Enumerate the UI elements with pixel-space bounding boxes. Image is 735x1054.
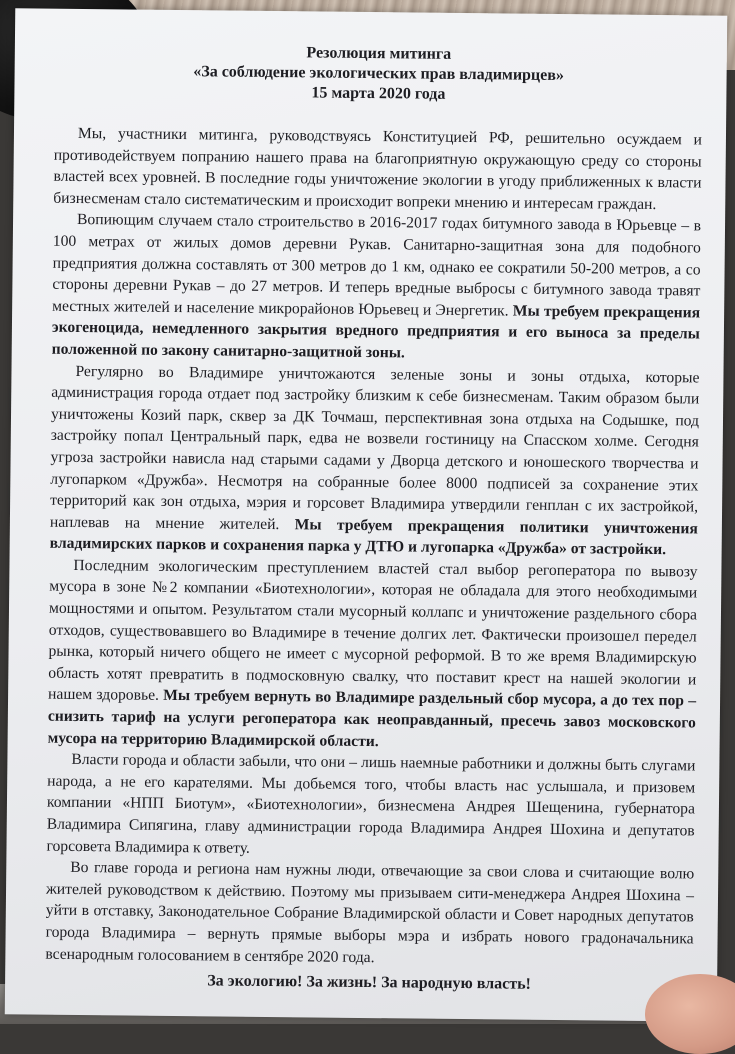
paragraph-demand: Мы требуем прекращения политики уничтожения владимирских парков и сохранения парка у ДТЮ и лугопарка «Дружба» от застройки. <box>50 516 698 558</box>
paragraph-5 <box>46 749 695 864</box>
paragraph-text: Вопиющим случаем стало строительство в 2016-2017 годах битумного завода в Юрьевце – в 100 метрах от жилых домов деревни Рукав. Санитарно-защитная зона для подобного предприятия должна составлять от 300 метров до 1 км, однако ее сократили 50-200 метров, а со стороны деревни Рукав – до 27 метров. И теперь вредные выбросы с битумного завода травят местных жителей и население микрорайонов Юрьевец и Энергетик. <box>52 211 701 319</box>
paragraph-text: Мы, участники митинга, руководствуясь Конституцией РФ, решительно осуждаем и противодействуем попранию нашего права на благоприятную окружающую среду со стороны властей всех уровней. В последние годы уничтожение экологии в угоду приближенных к власти бизнесменам стало систематическим и происходит вопреки мнению и интересам граждан. <box>53 125 702 213</box>
paragraph-6 <box>45 857 694 972</box>
paragraph-text: Во главе города и региона нам нужны люди, отвечающие за свои слова и считающие волю жителей руководством к действию. Поэтому мы призываем сити-менеджера Андрея Шохина – уйти в отставку, Законодательное Собрание Владимирской области и Совет народных депутатов города Владимира – вернуть прямые выборы мэра и избрать нового градоначальника всенародным голосованием в сентябре 2020 года. <box>45 859 694 966</box>
holding-thumb <box>645 974 735 1054</box>
paragraph-text: Регулярно во Владимире уничтожаются зеленые зоны и зоны отдыха, которые администрация города отдает под застройку близким к себе бизнесменам. Таким образом были уничтожены Козий парк, сквер за ДК Точмаш, перспективная зона отдыха на Содышке, под застройку попал Центральный парк, едва не возвели гостиницу на Спасском холме. Сегодня угроза застройки нависла над старыми садами у Дворца детского и юношеского творчества и лугопарком «Дружба». Несмотря на собранные более 8000 подписей за сохранение этих территорий как зон отдыха, мэрия и горсовет Владимира утвердили генплан с их застройкой, наплевав на мнение жителей. <box>50 362 700 532</box>
paragraph-2 <box>52 209 702 367</box>
resolution-document <box>45 41 703 997</box>
paragraph-text: Последним экологическим преступлением властей стал выбор регоператора по вывозу мусора в зоне №2 компании «Биотехнологии», которая не обладала для этого необходимыми мощностями и опытом. Результатом стали мусорный коллапс и уничтожение раздельного сбора отходов, существовавшего во Владимире в течение долгих лет. Фактически произошел передел рынка, который ничего общего не имеет с мусорной реформой. В то же время Владимирскую область хотят превратить в подмосковную свалку, что поставит крест на нашей экологии и нашем здоровье. <box>48 557 697 705</box>
document-date: 15 марта 2020 года <box>54 81 702 108</box>
paragraph-demand: Мы требуем вернуть во Владимире раздельный сбор мусора, а до тех пор – снизить тариф на услуги регоператора как неоправданный, пресечь завоз московского мусора на территорию Владимирской области. <box>48 687 697 749</box>
title-block <box>54 41 703 108</box>
paragraph-3 <box>50 360 700 561</box>
paragraph-text: Власти города и области забыли, что они – лишь наемные работники и должны быть слугами народа, а не его карателями. Мы добьемся того, чтобы власть нас услышала, и призовем компании «НПП Биотум», «Биотехнологии», бизнесмена Андрея Шещенина, губернатора Владимира Сипягина, главу администрации города Владимира Андрея Шохина и депутатов горсовета Владимира к ответу. <box>46 751 695 856</box>
paragraph-4 <box>48 555 698 756</box>
paragraph-1 <box>53 123 702 216</box>
document-title: Резолюция митинга <box>55 41 703 68</box>
paragraph-demand: Мы требуем прекращения экогеноцида, немедленного закрытия вредного предприятия и его выноса за пределы положенной по закону санитарно-защитной зоны. <box>52 302 701 361</box>
closing-slogan: За экологию! За жизнь! За народную власть! <box>45 969 693 997</box>
document-subtitle: «За соблюдение экологических прав владимирцев» <box>55 61 703 88</box>
paper-sheet <box>5 8 727 1021</box>
